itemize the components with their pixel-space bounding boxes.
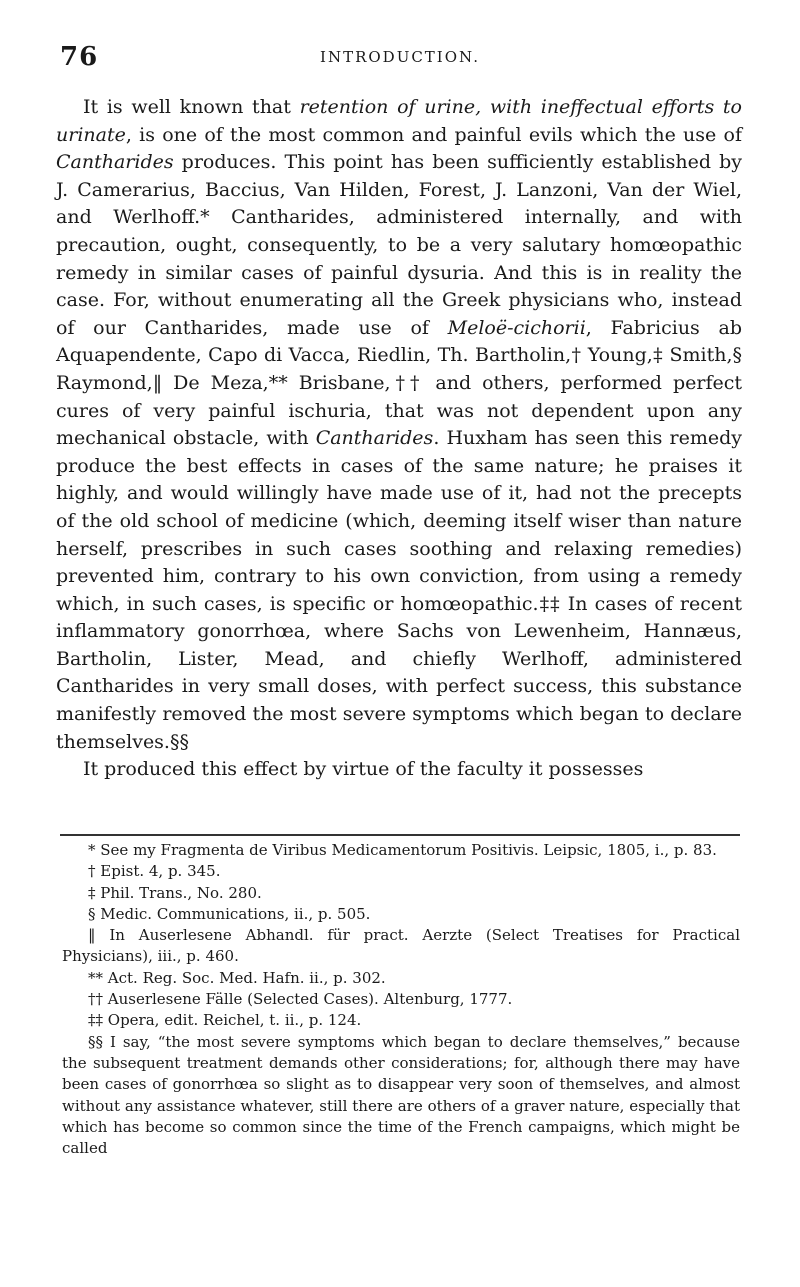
footnote: ** Act. Reg. Soc. Med. Hafn. ii., p. 302. bbox=[88, 968, 386, 987]
footnote-divider bbox=[60, 834, 740, 836]
footnote: ‡‡ Opera, edit. Reichel, t. ii., p. 124. bbox=[88, 1011, 362, 1030]
italic-run: retention of urine, with ineffectual efforts to urinate bbox=[56, 96, 742, 146]
text-run: . Huxham has seen this remedy produce the best effects in cases of the same nature; he praises it highly, and would willingly have made use of it, had not the precepts of the old school of medicine (which, deeming itself wiser than nature herself, prescribes in such cases soothing and relaxing remedies) prevented him, contrary to his own conviction, from using a remedy which, in such cases, is specific or homœopathic.‡‡ In cases of recent inflammatory gonorrhœa, where Sachs von Lewenheim, Hannæus, Bartholin, Lister, Mead, and chiefly Werlhoff, administered Cantharides in very small doses, with perfect success, this substance manifestly removed the most severe symptoms which began to declare themselves.§§ bbox=[56, 427, 742, 753]
footnote: § Medic. Communications, ii., p. 505. bbox=[88, 904, 371, 923]
page-number: 76 bbox=[60, 42, 99, 72]
text-run: It is well known that bbox=[83, 96, 300, 118]
running-head: INTRODUCTION. bbox=[320, 48, 480, 66]
footnote: §§ I say, “the most severe symptoms which began to declare themselves,” because the subsequent treatment demands other considerations; for, although there may have been cases of gonorrhœa so slight as to disappear very soon of themselves, and almost without any assistance whatever, still there are others of a graver nature, especially that which has become so common since the time of the French campaigns, which might be called bbox=[62, 1032, 740, 1158]
page-header bbox=[60, 42, 740, 70]
main-text bbox=[56, 94, 742, 784]
text-run: , is one of the most common and painful evils which the use of bbox=[125, 123, 742, 146]
text-run: , Fabricius ab Aquapendente, Capo di Vacca, Riedlin, Th. Bartholin,† Young,‡ Smith,§ Raymond,‖ De Meza,** Brisbane,†† and others, performed perfect cures of very painful ischuria, that was not dependent upon any mechanical obstacle, with bbox=[56, 316, 743, 450]
footnote: ‡ Phil. Trans., No. 280. bbox=[88, 883, 262, 902]
footnote: * See my Fragmenta de Viribus Medicamentorum Positivis. Leipsic, 1805, i., p. 83. bbox=[88, 841, 717, 859]
italic-run: Cantharides bbox=[56, 151, 174, 174]
footnotes bbox=[62, 840, 740, 1159]
text-run: produces. This point has been sufficiently established by J. Camerarius, Baccius, Van Hilden, Forest, J. Lanzoni, Van der Wiel, and Werlhoff.* Cantharides, administered internally, and with precaution, ought, consequently, to be a very salutary homœopathic remedy in similar cases of painful dysuria. And this is in reality the case. For, without enumerating all the Greek physicians who, instead of our Cantharides, made use of bbox=[56, 151, 742, 339]
footnote: †† Auserlesene Fälle (Selected Cases). Altenburg, 1777. bbox=[88, 990, 513, 1009]
footnote: ‖ In Auserlesene Abhandl. für pract. Aerzte (Select Treatises for Practical Physicians), iii., p. 460. bbox=[62, 926, 740, 966]
footnote: † Epist. 4, p. 345. bbox=[88, 862, 221, 881]
paragraph-2: It produced this effect by virtue of the faculty it possesses bbox=[83, 758, 644, 781]
italic-run: Cantharides bbox=[315, 427, 434, 450]
paragraph-1 bbox=[56, 94, 742, 756]
italic-run: Meloë-cichorii bbox=[447, 316, 586, 339]
